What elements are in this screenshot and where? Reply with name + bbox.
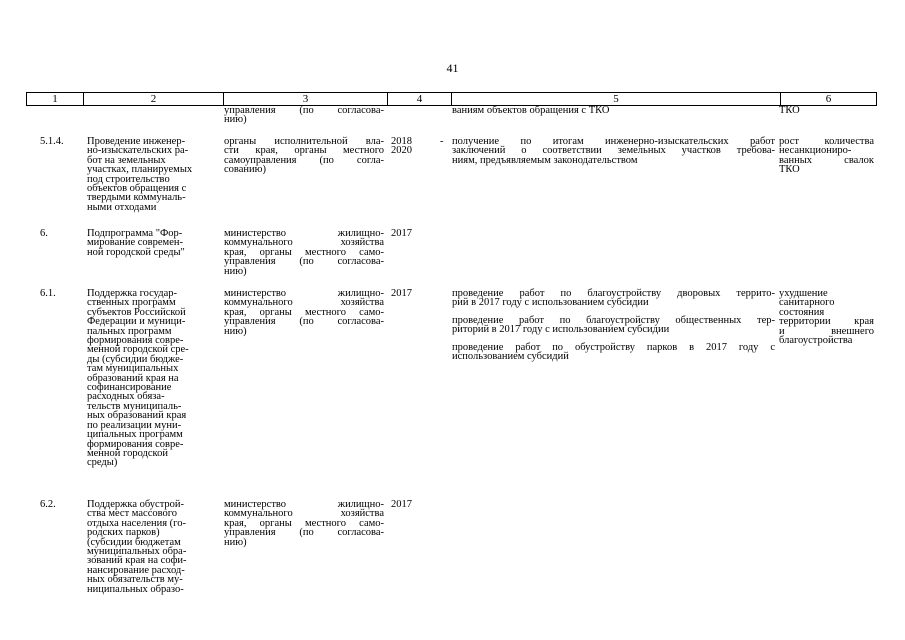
period [391,500,421,509]
period-line: 2017 [391,288,412,299]
executor-line: коммунального хозяйства [224,508,384,520]
period-line: 2018 [391,136,412,147]
measure-name [87,229,219,257]
impact-consequence-line: и внешнего [779,325,874,337]
expected-result-line: заключений о соответствии земельных участков требова- [452,145,775,157]
header-col-3: 3 [302,93,309,105]
dash-marker: - [440,136,444,147]
measure-name-line: Поддержка обустрой- [87,499,185,510]
row-number: 6. [40,228,48,239]
expected-result-line: использованием субсидий [452,351,569,362]
period-line: 2020 [391,145,412,157]
executor-line: министерство жилищно- [224,288,384,299]
expected-result-line: проведение работ по благоустройству общественных тер- [452,314,775,326]
measure-name-line: но-изыскательских ра- [87,145,189,157]
header-col-1: 1 [52,93,58,105]
impact-continued [779,106,874,115]
measure-name-line: отдыха населения (го- [87,517,186,529]
measure-name-line: тельств муниципаль- [87,400,182,412]
measure-name-line: родских парков) [87,527,160,539]
impact-consequence-line: территории края [779,316,874,328]
executor-line: органы исполнительной вла- [224,136,384,147]
measure-name-line: бот на земельных [87,154,166,166]
measure-name-line: ной городской среды" [87,246,185,258]
measure-name [87,500,219,594]
executor-line: края, органы местного само- [224,517,384,529]
expected-result-line: ниям, предъявляемым законодательством [452,154,638,166]
measure-name-line: муниципальных обра- [87,546,187,558]
measure-name-line: Федерации и муници- [87,316,186,328]
expected-result-line: проведение работ по обустройству парков в 2017 году с [452,341,775,353]
measure-name-line: по реализации муни- [87,419,182,431]
measure-name-line: ных образований края [87,410,187,422]
measure-name-line: Поддержка государ- [87,288,178,299]
header-col-5: 5 [613,93,619,105]
measure-name-line: твердыми коммуналь- [87,192,186,204]
period-line: 2017 [391,499,412,510]
executor-line: сти края, органы местного [224,145,384,157]
measure-name-line: субъектов Российской [87,306,186,318]
executor-line: нию) [224,265,247,277]
measure-name-line: ных обязательств му- [87,574,183,586]
result-continued [452,106,775,115]
executor-continued-line: нию) [224,114,247,126]
executor-line: сованию) [224,164,266,176]
impact-consequence-line: ванных свалок [779,154,874,166]
table-header-row [26,92,877,106]
impact-continued-line: ТКО [779,105,800,116]
page-number: 41 [446,61,459,75]
row-number: 6.1. [40,288,56,299]
measure-name-line: (субсидии бюджетам [87,536,181,548]
measure-name-line: ства мест массового [87,508,178,520]
measure-name-line: формирования совре- [87,438,184,450]
executor-line: нию) [224,325,247,337]
impact-consequence-line: благоустройства [779,335,853,347]
executor-line: коммунального хозяйства [224,297,384,309]
measure-name-line: под строительство [87,173,170,185]
period [391,229,421,238]
period-line: 2017 [391,228,412,239]
executor-continued [224,106,384,125]
header-col-4: 4 [416,93,423,105]
expected-result-line: риторий в 2017 году с использованием субсидии [452,324,670,336]
impact-consequence-line: ТКО [779,164,800,176]
measure-name-line: ными отходами [87,201,157,213]
executor [224,137,384,175]
measure-name-line: ды (субсидии бюдже- [87,353,184,365]
executor-line: управления (по согласова- [224,527,384,539]
measure-name-line: ственных программ [87,297,176,309]
measure-name-line: расходных обяза- [87,391,165,403]
executor-line: коммунального хозяйства [224,237,384,249]
measure-name-line: ниципальных образо- [87,583,184,595]
expected-result-line: получение по итогам инженерно-изыскательских работ [452,136,775,147]
header-col-6: 6 [825,93,832,105]
measure-name [87,289,219,468]
measure-name-line: менной городской сре- [87,344,189,356]
expected-result [452,137,775,165]
impact-consequence [779,289,874,345]
executor-line: самоуправления (по согла- [224,154,384,166]
impact-consequence-line: состояния [779,306,825,318]
measure-name-line: зований края на софи- [87,555,187,567]
executor [224,229,384,276]
executor-line: управления (по согласова- [224,316,384,328]
executor [224,500,384,547]
measure-name-line: участках, планируемых [87,164,193,176]
period [391,137,421,156]
measure-name-line: там муниципальных [87,363,179,375]
measure-name-line: образований края на [87,372,179,384]
period [391,289,421,298]
measure-name-line: Проведение инженер- [87,136,186,147]
executor-line: управления (по согласова- [224,256,384,268]
measure-name [87,137,219,212]
measure-name-line: нансирование расход- [87,564,185,576]
measure-name-line: среды) [87,457,118,469]
measure-name-line: менной городской [87,447,168,459]
executor-line: края, органы местного само- [224,306,384,318]
executor-line: края, органы местного само- [224,246,384,258]
measure-name-line: пальных программ [87,325,172,337]
measure-name-line: мирование современ- [87,237,183,249]
expected-result-line: проведение работ по благоустройству дворовых террито- [452,288,775,299]
row-number: 5.1.4. [40,136,64,147]
executor-line: министерство жилищно- [224,228,384,239]
executor [224,289,384,336]
result-continued-line: ваниям объектов обращения с ТКО [452,105,610,116]
measure-name-line: Подпрограмма "Фор- [87,228,183,239]
impact-consequence-line: санитарного [779,297,835,309]
measure-name-line: ципальных программ [87,429,183,441]
measure-name-line: формирования совре- [87,335,184,347]
expected-result [452,316,775,335]
executor-line: министерство жилищно- [224,499,384,510]
expected-result-line: рий в 2017 году с использованием субсидии [452,297,649,309]
executor-continued-line: управления (по согласова- [224,105,384,116]
impact-consequence-line: ухудшение [779,288,828,299]
header-col-2: 2 [150,93,157,105]
measure-name-line: софинансирование [87,382,172,394]
impact-consequence-line: рост количества [779,136,874,147]
impact-consequence [779,137,874,175]
executor-line: нию) [224,536,247,548]
row-number: 6.2. [40,499,56,510]
impact-consequence-line: несанкционирo- [779,145,852,157]
measure-name-line: объектов обращения с [87,183,187,195]
expected-result [452,343,775,362]
expected-result [452,289,775,308]
